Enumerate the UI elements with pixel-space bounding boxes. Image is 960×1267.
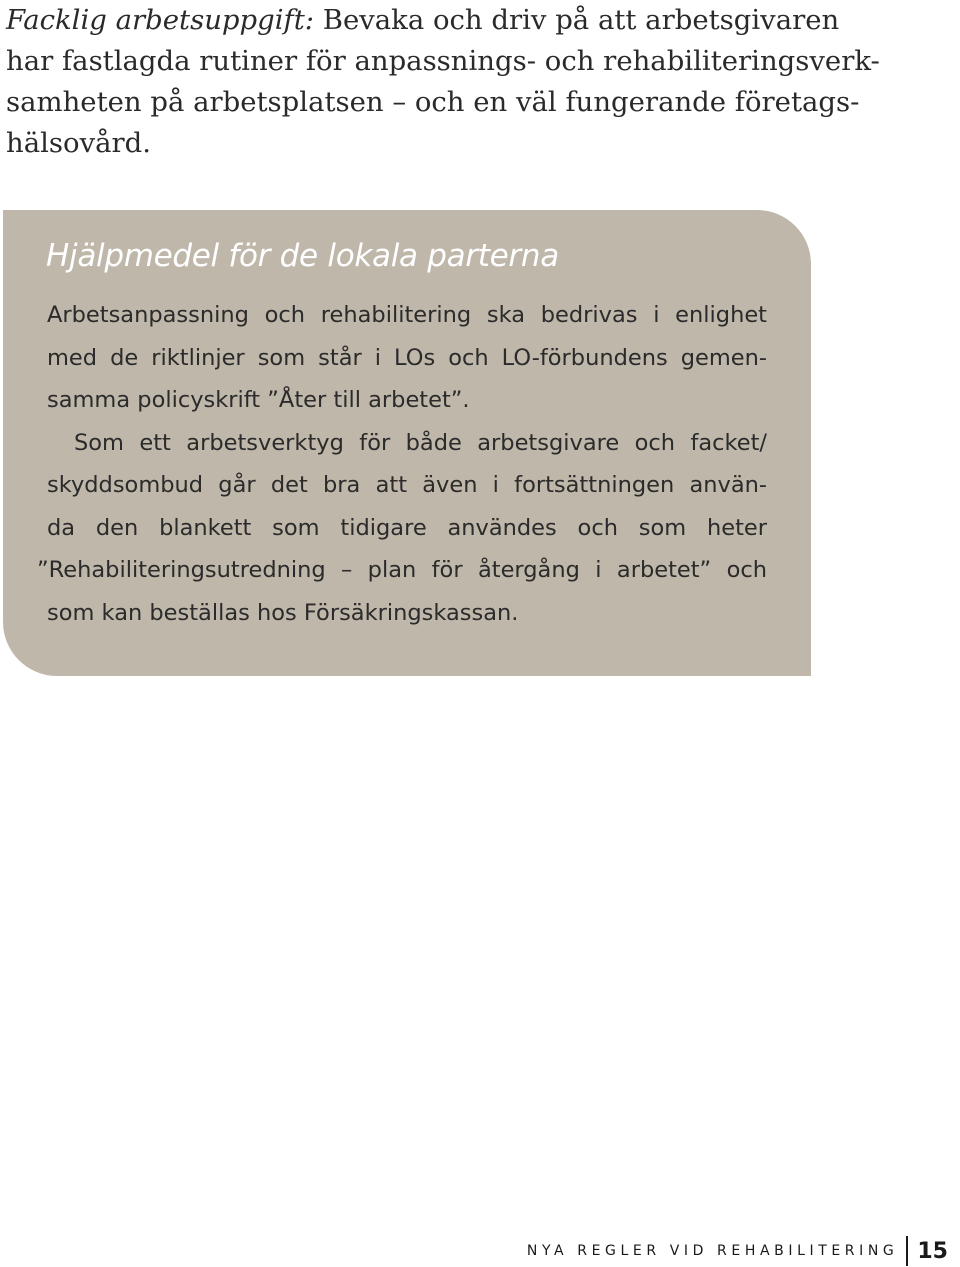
intro-line-1 xyxy=(6,0,840,41)
info-box-title: Hjälpmedel för de lokala parterna xyxy=(46,238,559,274)
footer-divider xyxy=(906,1236,908,1266)
page-footer xyxy=(527,1236,948,1266)
intro-text-1: Bevaka och driv på att arbetsgivaren xyxy=(314,4,840,36)
info-line-2: med de riktlinjer som står i LOs och LO-förbundens gemen- xyxy=(47,344,767,371)
info-line-3: samma policyskrift ”Åter till arbetet”. xyxy=(47,387,470,413)
info-line-1: Arbetsanpassning och rehabilitering ska bedrivas i enlighet xyxy=(47,302,767,328)
info-line-8: som kan beställas hos Försäkringskassan. xyxy=(47,599,519,626)
footer-title: NYA REGLER VID REHABILITERING xyxy=(526,1243,899,1259)
page-number: 15 xyxy=(917,1238,948,1264)
info-line-4: Som ett arbetsverktyg för både arbetsgivare och facket/ xyxy=(74,429,767,456)
info-box-body xyxy=(37,294,767,634)
info-line-6: da den blankett som tidigare användes och som heter xyxy=(47,514,767,541)
info-line-5: skyddsombud går det bra att även i fortsättningen använ- xyxy=(47,472,767,498)
intro-label: Facklig arbetsuppgift: xyxy=(6,4,315,36)
intro-line-4: hälsovård. xyxy=(6,127,151,159)
intro-line-3: samheten på arbetsplatsen – och en väl fungerande företags- xyxy=(6,86,860,118)
intro-paragraph xyxy=(6,0,880,164)
info-line-7: ”Rehabiliteringsutredning – plan för återgång i arbetet” och xyxy=(37,557,767,583)
intro-line-2: har fastlagda rutiner för anpassnings- och rehabiliteringsverk- xyxy=(6,45,880,77)
